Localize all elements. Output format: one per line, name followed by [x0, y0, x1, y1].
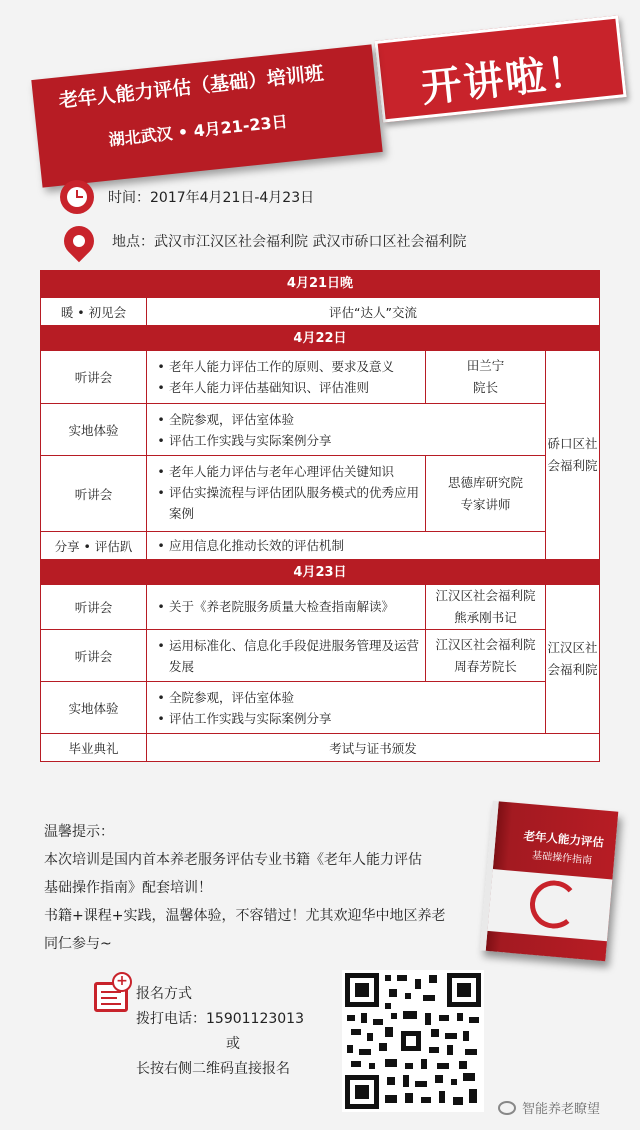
table-row [41, 629, 545, 681]
session-item: 全院参观，评估室体验 [169, 690, 295, 705]
table-row [41, 455, 545, 531]
speaker: 田兰宁 院长 [425, 351, 545, 403]
session-type: 听讲会 [41, 351, 147, 403]
tips-heading: 温馨提示： [44, 824, 114, 840]
session-content: • 全院参观，评估室体验 • 评估工作实践与实际案例分享 [147, 682, 545, 733]
session-item: 关于《养老院服务质量大检查指南解读》 [169, 599, 395, 614]
session-item: 评估工作实践与实际案例分享 [169, 711, 332, 726]
tips-line: 书籍+课程+实践，温馨体验，不容错过！尤其欢迎华中地区养老 [44, 908, 446, 924]
day-header-apr21: 4月21日晚 [41, 271, 599, 297]
venue-apr22: 硚口区社会福利院 [545, 351, 599, 559]
session-content: • 关于《养老院服务质量大检查指南解读》 [147, 585, 425, 629]
table-row [41, 531, 545, 559]
place-text: 地点：武汉市江汉区社会福利院 武汉市硚口区社会福利院 [112, 234, 467, 250]
session-content: 考试与证书颁发 [329, 740, 417, 756]
table-row [41, 351, 545, 403]
speaker: 思德库研究院 专家讲师 [425, 456, 545, 531]
session-content: • 全院参观，评估室体验 • 评估工作实践与实际案例分享 [147, 404, 545, 455]
session-type: 听讲会 [41, 585, 147, 629]
account-name: 智能养老瞭望 [522, 1102, 601, 1117]
speaker: 江汉区社会福利院 周春芳院长 [425, 630, 545, 681]
table-row [41, 403, 545, 455]
session-item: 老年人能力评估基础知识、评估准则 [169, 380, 370, 395]
book-title: 老年人能力评估 [522, 828, 605, 850]
table-row [41, 585, 545, 629]
tips-line: 同仁参与~ [44, 936, 112, 952]
signup-qr-hint: 长按右侧二维码直接报名 [136, 1061, 290, 1077]
signup-heading: 报名方式 [136, 986, 192, 1002]
session-content: • 老年人能力评估与老年心理评估关键知识 • 评估实操流程与评估团队服务模式的优秀应用案例 [147, 456, 425, 531]
session-item: 老年人能力评估与老年心理评估关键知识 [169, 464, 395, 479]
day-header-apr22: 4月22日 [41, 325, 599, 351]
table-row [41, 681, 545, 733]
day-header-apr23: 4月23日 [41, 559, 599, 585]
signup-section [136, 982, 304, 1082]
session-type: 听讲会 [41, 456, 147, 531]
schedule-table [40, 270, 600, 762]
tips-section [44, 818, 484, 958]
table-row [41, 297, 599, 325]
session-item: 老年人能力评估工作的原则、要求及意义 [169, 359, 395, 374]
session-type: 分享 • 评估趴 [41, 532, 147, 559]
banner-location-date: 湖北武汉 • 4月21-23日 [107, 111, 289, 150]
book-subtitle: 基础操作指南 [531, 850, 593, 867]
place-row [64, 226, 466, 256]
location-pin-icon [58, 220, 100, 262]
speaker: 江汉区社会福利院 熊承刚书记 [425, 585, 545, 629]
session-type: 听讲会 [41, 630, 147, 681]
session-item: 评估实操流程与评估团队服务模式的优秀应用案例 [169, 485, 420, 521]
wechat-icon [498, 1101, 516, 1115]
session-item: 应用信息化推动长效的评估机制 [169, 538, 345, 553]
tips-line: 本次培训是国内首本养老服务评估专业书籍《老年人能力评估 [44, 852, 422, 868]
time-row [60, 180, 314, 214]
session-content: • 老年人能力评估工作的原则、要求及意义 • 老年人能力评估基础知识、评估准则 [147, 351, 425, 403]
signup-or: 或 [226, 1036, 240, 1052]
day-group-apr23 [41, 585, 599, 733]
venue-apr23: 江汉区社会福利院 [545, 585, 599, 733]
book-cover-image [480, 801, 619, 961]
signup-phone[interactable]: 拨打电话：15901123013 [136, 1011, 304, 1027]
banner-title: 老年人能力评估（基础）培训班 [57, 62, 325, 113]
qr-code[interactable] [342, 970, 484, 1112]
plus-icon: + [112, 972, 132, 992]
table-row [41, 733, 599, 761]
tips-line: 基础操作指南》配套培训！ [44, 880, 212, 896]
clock-icon [60, 180, 94, 214]
session-type: 毕业典礼 [41, 734, 147, 761]
session-type: 实地体验 [41, 682, 147, 733]
footer-account [498, 1098, 600, 1117]
session-item: 运用标准化、信息化手段促进服务管理及运营发展 [169, 638, 420, 674]
banner-slogan: 开讲啦！ [419, 48, 592, 112]
session-item: 评估工作实践与实际案例分享 [169, 433, 332, 448]
session-content: • 应用信息化推动长效的评估机制 [147, 532, 545, 559]
session-type: 暖 • 初见会 [41, 298, 147, 325]
time-text: 时间：2017年4月21日-4月23日 [108, 190, 315, 206]
session-type: 实地体验 [41, 404, 147, 455]
session-item: 全院参观，评估室体验 [169, 412, 295, 427]
day-group-apr22 [41, 351, 599, 559]
session-content: 评估“达人”交流 [329, 304, 417, 320]
session-content: • 运用标准化、信息化手段促进服务管理及运营发展 [147, 630, 425, 681]
